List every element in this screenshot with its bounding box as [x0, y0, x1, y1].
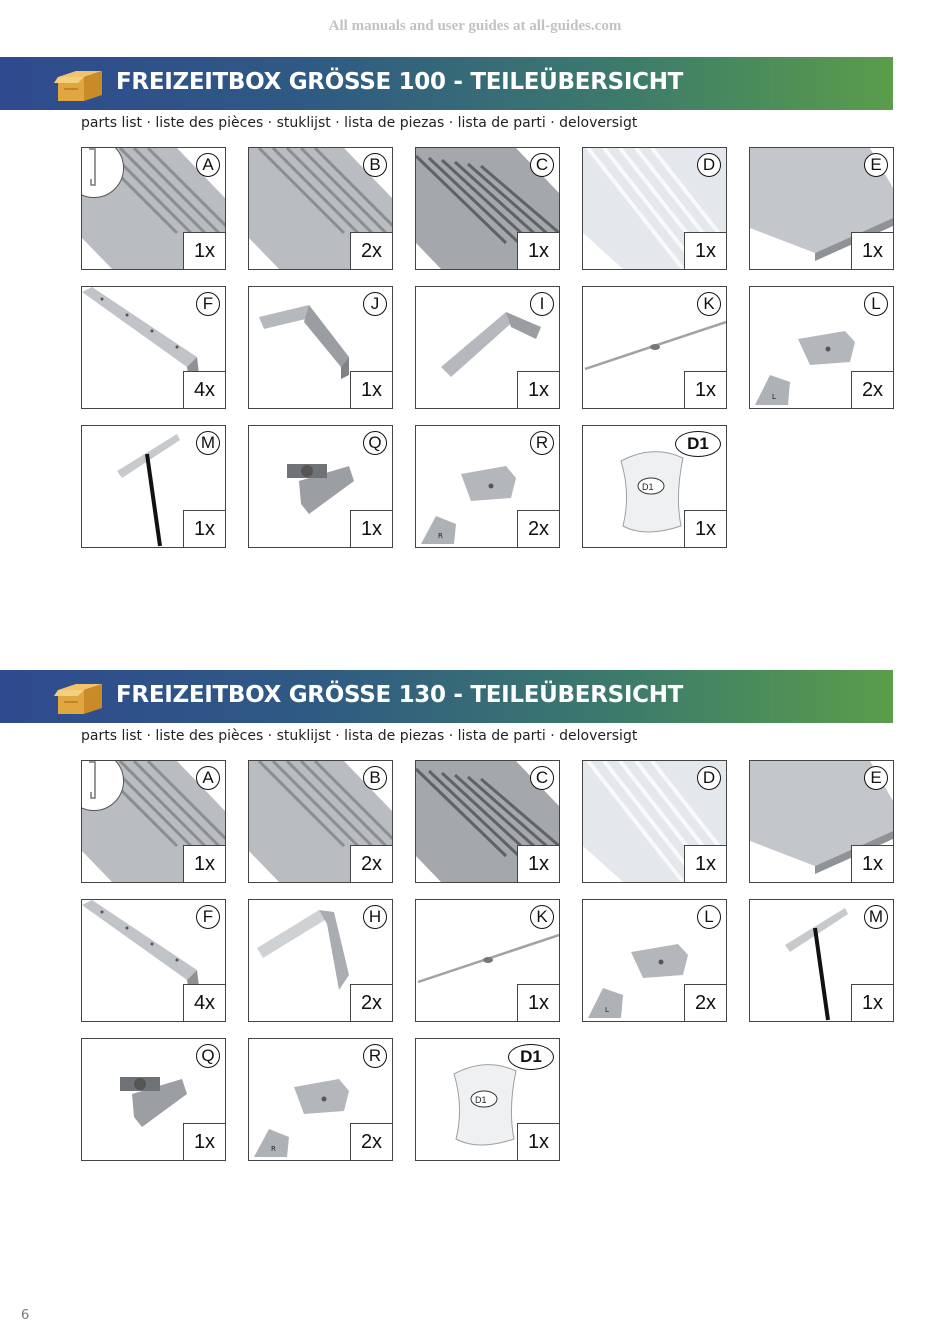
part-tile-f — [81, 899, 226, 1022]
part-letter: D — [697, 153, 721, 177]
part-letter: B — [363, 153, 387, 177]
part-letter: R — [363, 1044, 387, 1068]
part-quantity: 1x — [517, 232, 560, 270]
part-letter: Q — [363, 431, 387, 455]
part-quantity: 2x — [350, 984, 393, 1022]
part-tile-i — [415, 286, 560, 409]
section-banner — [0, 670, 893, 723]
part-tile-d1 — [415, 1038, 560, 1161]
part-tile-r — [415, 425, 560, 548]
part-letter: M — [864, 905, 888, 929]
part-tile-m — [749, 899, 894, 1022]
part-letter: H — [363, 905, 387, 929]
part-tile-m — [81, 425, 226, 548]
part-quantity: 2x — [350, 1123, 393, 1161]
detail-magnifier — [81, 147, 124, 198]
part-quantity: 1x — [183, 1123, 226, 1161]
part-quantity: 1x — [183, 232, 226, 270]
svg-text:L: L — [605, 1006, 609, 1014]
part-letter: Q — [196, 1044, 220, 1068]
part-quantity: 4x — [183, 984, 226, 1022]
part-quantity: 2x — [517, 510, 560, 548]
part-letter: B — [363, 766, 387, 790]
part-quantity: 1x — [517, 984, 560, 1022]
part-quantity: 1x — [350, 371, 393, 409]
part-tile-c — [415, 147, 560, 270]
cardboard-box-icon — [54, 680, 106, 716]
part-letter: A — [196, 766, 220, 790]
svg-text:D1: D1 — [642, 482, 654, 492]
part-letter: K — [697, 292, 721, 316]
part-tile-j — [248, 286, 393, 409]
part-quantity: 1x — [851, 232, 894, 270]
part-tile-d1 — [582, 425, 727, 548]
part-tile-c — [415, 760, 560, 883]
svg-text:L: L — [772, 393, 776, 401]
part-letter: C — [530, 766, 554, 790]
part-quantity: 1x — [684, 510, 727, 548]
part-tile-q — [248, 425, 393, 548]
part-quantity: 1x — [851, 984, 894, 1022]
part-tile-k — [582, 286, 727, 409]
watermark-text: All manuals and user guides at all-guides.com — [328, 18, 622, 34]
svg-text:R: R — [438, 532, 443, 540]
part-tile-l — [582, 899, 727, 1022]
part-quantity: 1x — [517, 371, 560, 409]
part-letter: L — [697, 905, 721, 929]
section-title: FREIZEITBOX GRÖSSE 100 - TEILEÜBERSICHT — [116, 69, 684, 95]
part-tile-a — [81, 760, 226, 883]
part-quantity: 4x — [183, 371, 226, 409]
part-letter: C — [530, 153, 554, 177]
section-subtitle: parts list · liste des pièces · stuklijst · lista de piezas · lista de parti · deloversigt — [81, 728, 638, 744]
part-tile-k — [415, 899, 560, 1022]
cardboard-box-icon — [54, 67, 106, 103]
part-quantity: 1x — [684, 845, 727, 883]
part-tile-h — [248, 899, 393, 1022]
part-quantity: 1x — [851, 845, 894, 883]
part-quantity: 2x — [350, 845, 393, 883]
part-letter: D1 — [675, 431, 721, 457]
part-quantity: 1x — [183, 845, 226, 883]
part-tile-f — [81, 286, 226, 409]
part-quantity: 1x — [517, 1123, 560, 1161]
part-letter: J — [363, 292, 387, 316]
part-tile-a — [81, 147, 226, 270]
part-quantity: 2x — [684, 984, 727, 1022]
part-quantity: 2x — [350, 232, 393, 270]
part-letter: L — [864, 292, 888, 316]
part-tile-d — [582, 760, 727, 883]
part-tile-b — [248, 147, 393, 270]
part-letter: D — [697, 766, 721, 790]
section-subtitle: parts list · liste des pièces · stuklijst · lista de piezas · lista de parti · deloversigt — [81, 115, 638, 131]
part-quantity: 1x — [684, 232, 727, 270]
part-letter: D1 — [508, 1044, 554, 1070]
part-quantity: 1x — [183, 510, 226, 548]
part-tile-d — [582, 147, 727, 270]
part-letter: F — [196, 905, 220, 929]
svg-text:R: R — [271, 1145, 276, 1153]
part-letter: M — [196, 431, 220, 455]
part-tile-e — [749, 760, 894, 883]
part-tile-b — [248, 760, 393, 883]
part-quantity: 1x — [517, 845, 560, 883]
part-tile-e — [749, 147, 894, 270]
part-letter: F — [196, 292, 220, 316]
detail-magnifier — [81, 760, 124, 811]
page-number: 6 — [21, 1308, 30, 1323]
part-quantity: 2x — [851, 371, 894, 409]
part-tile-l — [749, 286, 894, 409]
part-tile-q — [81, 1038, 226, 1161]
part-letter: K — [530, 905, 554, 929]
part-letter: I — [530, 292, 554, 316]
part-quantity: 1x — [684, 371, 727, 409]
part-quantity: 1x — [350, 510, 393, 548]
part-letter: E — [864, 766, 888, 790]
part-letter: A — [196, 153, 220, 177]
part-letter: E — [864, 153, 888, 177]
section-title: FREIZEITBOX GRÖSSE 130 - TEILEÜBERSICHT — [116, 682, 684, 708]
part-tile-r — [248, 1038, 393, 1161]
part-letter: R — [530, 431, 554, 455]
svg-text:D1: D1 — [475, 1095, 487, 1105]
section-banner — [0, 57, 893, 110]
